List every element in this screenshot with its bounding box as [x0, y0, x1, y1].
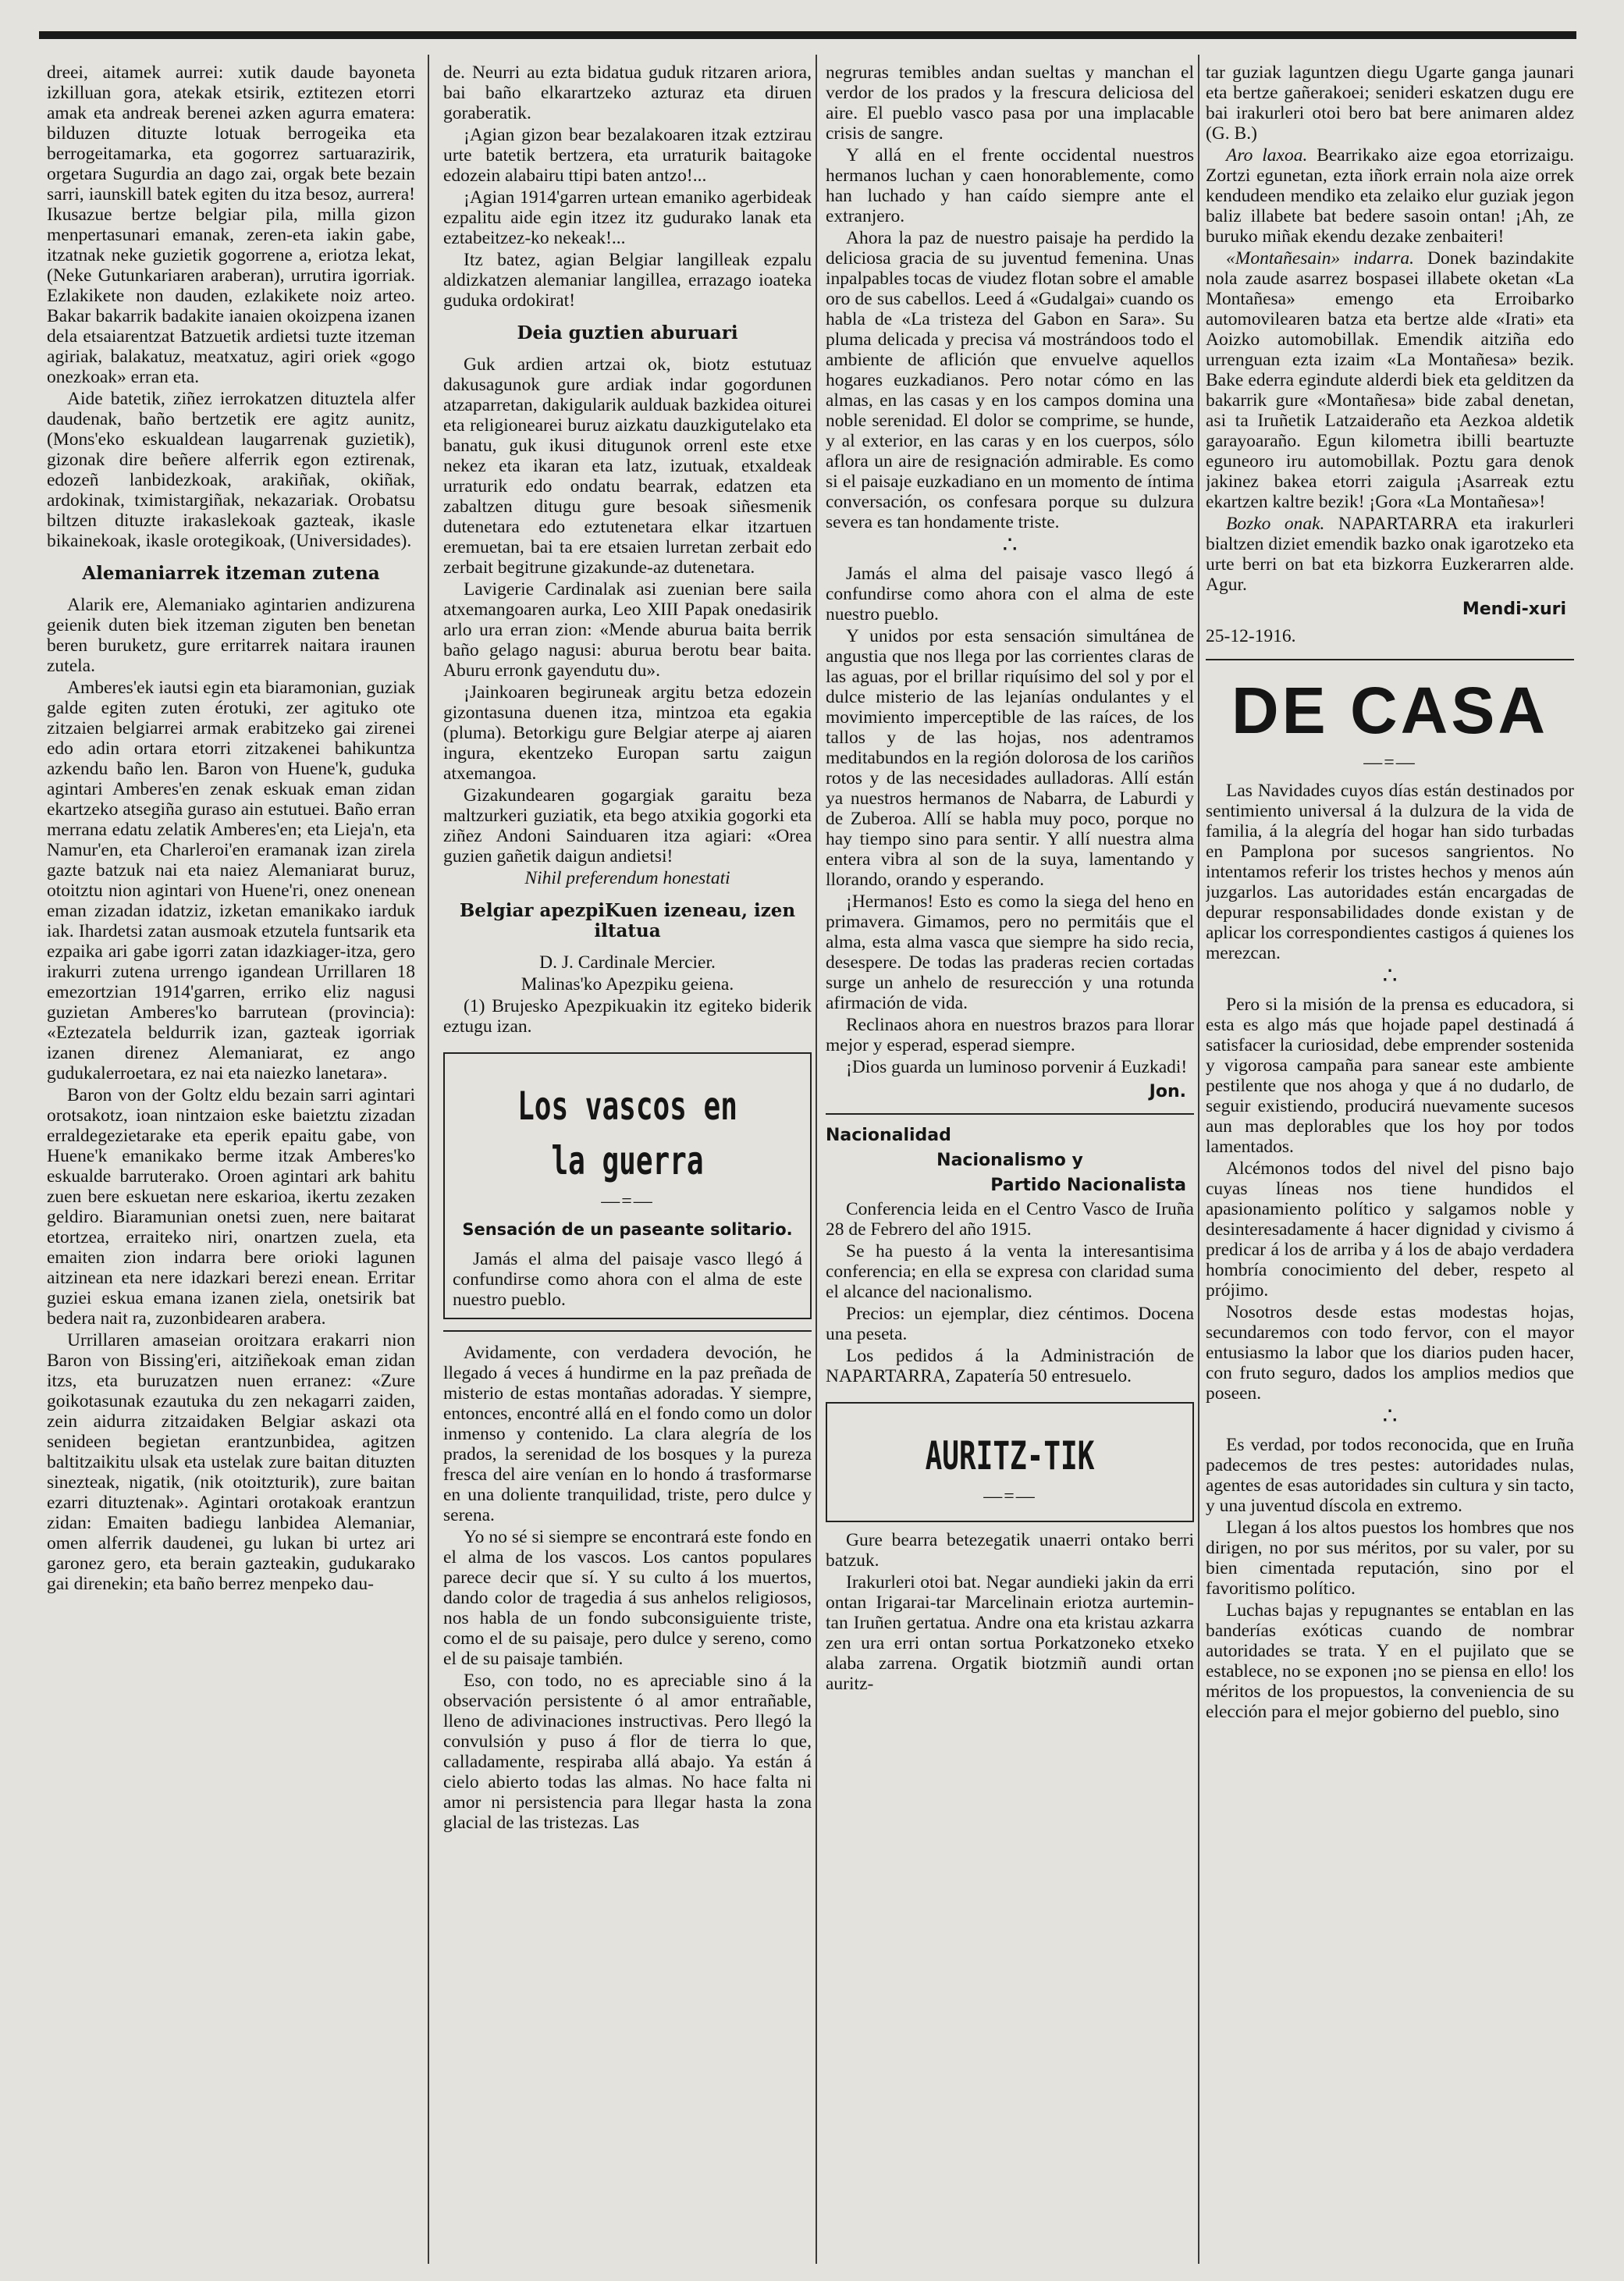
column-divider — [816, 55, 817, 2264]
paragraph: Conferencia leida en el Centro Vasco de Iruña 28 de Febrero del año 1915. — [826, 1199, 1194, 1240]
motto: Nihil preferendum honestati — [524, 868, 730, 888]
section-title: DE CASA — [1231, 674, 1549, 747]
paragraph: Baron von der Goltz eldu bezain sarri agintari orotsakotz, ioan nintzaion eske baietztu zizadan erraldegezietarake eta eperik epaitu gabe, von Huene'k emanikako berme itzak Amberes'ko eskualde barruterako. Oroen agintari ark bahitu zuen bere eskuetan nere eskarioa, ikertu zezaken geldiro. Biaramunian onetsi zuen, nere baitarat etortzea, erraiteko niri, onartzen zuela, eta emaiten zion indarra bere orioki lagunen aitzinean eta nere idazkari berezi enean. Erritar guziei eskua emana izanen ziela, onetsirik bat bedera nait ra, zuzonbidearen arabera. — [47, 1085, 415, 1329]
ornament-dots: ∴ — [1382, 963, 1398, 989]
author-signature: Mendi-xuri — [1462, 600, 1566, 619]
paragraph: Luchas bajas y repugnantes se entablan en las banderías exóticas cuando de nombrar autoridades se trata. Y en el pujilato que se establece, no se exponen ¡no se piensa en ello! los méritos de los propuestos, la conveniencia de su elección para el mejor gobierno del pueblo, sino — [1206, 1600, 1574, 1722]
paragraph: ¡Agian 1914'garren urtean emaniko agerbideak ezpalitu aide egin itzez itz gudurako lanak eta eztabeitzez-ko nekeak!... — [443, 187, 812, 248]
paragraph: Aide batetik, ziñez ierrokatzen dituztela alfer daudenak, baño bertzetik ere agitz aunitz, (Mons'eko eskualdean laugarrenak guzietik), gizonak dire beñere alferrik egon eztirenak, edozeñ lanbidezkoak, arakiñak, okiñak, ardokinak, tximistargiñak, nekazariak. Orobatsu biltzen dituzte irakaslekoak gazteak, ikasle bikainekoak, ikasle orotegikoak, (Universidades). — [47, 389, 415, 551]
ornament-dots: ∴ — [1002, 532, 1018, 558]
paragraph: Itz batez, agian Belgiar langilleak ezpalu aldizkatzen alemaniar langillea, errazago ioateka guduka ordokirat! — [443, 250, 812, 311]
paragraph — [1206, 514, 1574, 595]
paragraph: Amberes'ek iautsi egin eta biaramonian, guziak galde egiten zuten érotuki, zer agituko ote zitzaien belgiarrei armak erabitzeko gai zirenei edo adin ortara etorri zitzakenei bahikuntza azkendu baño len. Baron von Huene'k, guduka agintari Amberes'en zenak eskuak eman zidan ekartzeko atsegiña guraso ain estutuei. Baño erran merrana edatu zelatik Amberes'en; eta Lieja'n, eta Namur'en, eta Charleroi'en eramanak izan zirela gazte batzuk nai eta naiez Alemaniarat buruz, otoitztu nion agintari von Huene'ri, onez onenean eman zizadan idatziz, izketan emanikako iarduk iak. Ihardetsi zatan ausmoak etzutela funtsarik eta ezpaika ari gabe igorri zatan idazkiager-itza, gero irakurri zutena urrengo igandean Urrillaren 18 emezortzian 1914'garren, erriko eliz nagusi guzietan Amberes'ko barrutean (provincia): «Eztezatela beldurrik izan, gazteak igorriak izanen direnez Alemaniarat, ez ango gudukalerroetara, ez nai eta naiezko lanetara». — [47, 678, 415, 1084]
paragraph: ¡Dios guarda un luminoso porvenir á Euzkadi! — [846, 1057, 1188, 1077]
column-4 — [1206, 62, 1574, 2264]
paragraph: Los pedidos á la Administración de NAPARTARRA, Zapatería 50 entresuelo. — [826, 1346, 1194, 1386]
paragraph: dreei, aitamek aurrei: xutik daude bayoneta izkilluan gora, atekak etsirik, eztitezen etorri amak eta andreak berenei azken agurra ematera: bilduzen dituzte lotuak berrogeika eta berrogeitamarka, eta gogorrez sartuarazirik, orgetara Sugurdia an dago zai, orgak bete bezain sarri, iaunskill batek egiten du itza besoz, aurrera! Ikusazue bertze belgiar pila, milla gizon menpertasunari emanak, zeren-eta iakin gabe, itzatnak neke guzietik gogorrene a, eriotza lekat, (Neke Gutunkariaren araberan), urrutira igorriak. Ezlakikete non dauden, ezlakikete noiz arteo. Bakar bakarrik badakite ianaien okoizpena izanen dela etsaiarentzat Batzuetik ardietsi tuzte itzeman agiriak, balakatuz, meatxatuz, agiri oriek «gogo onezkoak» erran eta. — [47, 62, 415, 387]
paragraph: de. Neurri au ezta bidatua guduk ritzaren ariora, bai baño elkarartzeko azturaz eta diruen goraberatik. — [443, 62, 812, 123]
paragraph: Y unidos por esta sensación simultánea de angustia que nos llega por las corrientes claras de las aguas, por el brillar riquísimo del sol y por el dulce misterio de las lejanías ondulantes y el movimiento imperceptible de las raíces, de los tallos y de las hojas, nos adentramos meditabundos en la región dolorosa de los cariños rotos y de las necesidades aulladoras. Allí están ya nuestros hermanos de Nabarra, de Laburdi y de Zuberoa. Allí se habla muy poco, porque no hay tiempo sino para sentir. Y allí nuestra alma entera vibra al son de la suya, lamentando y llorando, orando y esperando. — [826, 626, 1194, 890]
paragraph: Urrillaren amaseian oroitzara erakarri nion Baron von Bissing'eri, aitziñekoak eman zidan itzs, eta buruzatzen nuen erranez: «Zure goikotasunak ezautuka du zen nekagarri zaiden, zein aidurra zitzaidaken Belgiar askazi ota senideen begietan erantzunbidea, agitzen baltitzaikitu ulsak eta ustelak zure baitan dituzten sinezteak, nigatik, (nik otoitzturik), zure baitan ezarri dituztenak». Agintari orotakoak erantzun zidan: Emaiten badiegu lanbidea Alemaniar, omen alferrik daudenei, gu lukan bi urtez ari garonez gero, eta berain gazteakin, gudukarako gai direnekin; eta baño berrez menpeko dau- — [47, 1330, 415, 1594]
paragraph: Irakurleri otoi bat. Negar aundieki jakin da erri ontan Irigarai-tar Marcelinain eriotza aurtemin-tan Iruñen gertatua. Andre ona eta kristau azkarra zen ura erri ontan sortua Porkatzoneko etxeko alaba zarrena. Orgatik biotzmiñ aundi ortan auritz- — [826, 1572, 1194, 1694]
paragraph: Se ha puesto á la venta la interesantisima conferencia; en ella se expresa con claridad suma el alcance del nacionalismo. — [826, 1241, 1194, 1302]
paragraph-text: Donek bazindakite nola zaude asarrez bospasei illabete oketan «La Montañesa» emengo eta Erroibarko automovilearen batza eta bertze alde «Irati» eta Aoizko automobillak. Emendik aitziña edo urrenguan ezta izaim «La Montañesa» bezik. Bake ederra egindute alderdi biek eta gelditzen da bakarrik gure «Montañesa» bide zabal denetan, asi ta Iruñetik Latzaideraño eta Aezkoa aldetik garayoaraño. Egun kilometra ibilli beartuzte eguneoro iru automobillak. Poztu gara denok jakinez bakea etorri zaigula ¡Asarreak eztu ekartzen kaltre bezik! ¡Gora «La Montañesa»! — [1206, 248, 1574, 512]
paragraph: ¡Agian gizon bear bezalakoaren itzak eztzirau urte batetik bertzera, eta urraturik baitagoke edozein alabairu ttipi baten antzo!... — [443, 125, 812, 186]
paragraph: Jamás el alma del paisaje vasco llegó á confundirse como ahora con el alma de este nuestro pueblo. — [453, 1249, 802, 1310]
column-3 — [826, 62, 1194, 2264]
column-2 — [443, 62, 812, 2264]
author-signature: Jon. — [1149, 1082, 1186, 1101]
lead-in: Bozko onak. — [1226, 514, 1325, 534]
lead-in: «Montañesain» indarra. — [1226, 248, 1414, 269]
column-divider — [428, 55, 429, 2264]
paragraph — [1206, 248, 1574, 512]
section-heading: Deia guztien aburuari — [517, 322, 738, 343]
paragraph: Lavigerie Cardinalak asi zuenian bere saila atxemangoaren aurka, Leo XIII Papak onedasirik arlo ura erran zion: «Mende aburua baita berrik baño gelago nagusi: aburua berotu bear baita. Aburu erronk gayendutu du». — [443, 579, 812, 681]
paragraph: Guk ardien artzai ok, biotz estutuaz dakusagunok gure ardiak indar gogordunen atzaparretan, dakigularik aulduak bazkidea oiturei eta religionearei buruz aizkatu dauzkigutelako eta banatu, guk ikusi ditugunok orrenl este etxe nekez eta ikaran eta latz, izutuak, etxaldeak urraturik edo ondatu bearrak, edatzen eta zabaltzen ditugu gure besoak siñesmenik dutenetara edo eztutenetara elkar itzartuen eremuetan, bai ta ere etsaien lurretan zerbait edo zerbait begitrune gizakunde-az dutenetara. — [443, 354, 812, 578]
section-heading: Belgiar apezpiKuen izeneau, izen iltatua — [459, 900, 796, 941]
footnote: (1) Brujesko Apezpikuakin itz egiteko biderik eztugu izan. — [443, 996, 812, 1037]
top-rule — [39, 31, 1576, 39]
ad-heading: Nacionalismo y — [936, 1151, 1083, 1170]
dateline — [1206, 626, 1574, 646]
article-title: AURITZ-TIK — [925, 1433, 1095, 1479]
column-divider — [1198, 55, 1199, 2264]
paragraph: Eso, con todo, no es apreciable sino á la observación persistente ó al amor entrañable, lleno de adivinaciones instructivas. Pero llegó la convulsión y puso á flor de tierra lo que, calladamente, respiraba allá abajo. Ya están á cielo abierto todas las almas. No hace falta ni amor ni persistencia para llegar hasta la zona glacial de las tristezas. Las — [443, 1671, 812, 1833]
paragraph: Las Navidades cuyos días están destinados por sentimiento universal á la dulzura de la vida de familia, á la alegría del hogar han sido turbadas en Pamplona por sucesos sangrientos. No intentamos referir los tristes hechos y menos aún juzgarlos. Las autoridades están encargadas de depurar responsabilidades donde existan y de aplicar los correspondientes castigos á quienes los merezcan. — [1206, 781, 1574, 963]
ornament: —=— — [601, 1191, 654, 1212]
signature-title: Malinas'ko Apezpiku geiena. — [521, 974, 734, 995]
ad-heading: Partido Nacionalista — [990, 1176, 1186, 1195]
paragraph: negruras temibles andan sueltas y manchan el verdor de los prados y la frescura deliciosa del aire. El pueblo vasco pasa por una implacable crisis de sangre. — [826, 62, 1194, 144]
paragraph: ¡Jainkoaren begiruneak argitu betza edozein gizontasuna duenen itza, mintzoa eta egakia (pluma). Betorkigu gure Belgiar aterpe aj aiaren ingura, ekentzeko Europan sartu zaigun atxemangoa. — [443, 682, 812, 784]
paragraph-text: Bearrikako aize egoa etorrizaigu. Zortzi egunetan, ezta iñork errain nola aize orrek kendudeen mendiko eta zelaiko elur guziak jegon baliz illabete bat bedere sasoin ontan! ¡Ah, ze buruko miñak ekendu dezake zenbaiteri! — [1206, 145, 1574, 247]
ornament-dots: ∴ — [1382, 1404, 1398, 1429]
paragraph: Reclinaos ahora en nuestros brazos para llorar mejor y esperad, esperad siempre. — [826, 1015, 1194, 1055]
signature: D. J. Cardinale Mercier. — [539, 952, 716, 973]
section-heading: Alemaniarrek itzeman zutena — [82, 563, 380, 584]
paragraph: ¡Hermanos! Esto es como la siega del heno en primavera. Gimamos, pero no permitáis que el alma, esta alma vasca que siempre ha sido recia, desespere. De todas las praderas recien cortadas surge un anhelo de resurección y una rotunda afirmación de vida. — [826, 891, 1194, 1013]
paragraph: Avidamente, con verdadera devoción, he llegado á veces á hundirme en la paz preñada de misterio de estas montañas adoradas. Y siempre, entonces, encontré allá en el fondo como un dolor inmenso y contenido. La clara alegría de los prados, la serenidad de los bosques y la pureza fresca del aire venían en lo hondo á trasformarse en una doliente tranquilidad, triste, pero dulce y serena. — [443, 1343, 812, 1525]
paragraph: Alarik ere, Alemaniako agintarien andizurena geienik duten biek itzeman ziguten ben benetan beren buruketz, gure erritarrek naitara iraunen zutela. — [47, 595, 415, 676]
paragraph: tar guziak laguntzen diegu Ugarte ganga jaunari eta bertze gañerakoei; senideri eskatzen dugu ere bai irakurleri otoi bero bat bere animaren aldez (G. B.) — [1206, 62, 1574, 144]
article-box — [826, 1402, 1194, 1522]
date: 25-12-1916. — [1206, 626, 1296, 646]
paragraph: Gure bearra betezegatik unaerri ontako berri batzuk. — [826, 1530, 1194, 1571]
paragraph: Jamás el alma del paisaje vasco llegó á confundirse como ahora con el alma de este nuestro pueblo. — [826, 564, 1194, 625]
paragraph: Gizakundearen gogargiak garaitu beza maltzurkeri guziatik, eta bego atxikia gogorki eta ziñez Andoni Sainduaren itza agiari: «Orea guzien gañetik daigun andietsi! — [443, 785, 812, 866]
ornament: —=— — [1363, 753, 1416, 773]
paragraph: Alcémonos todos del nivel del pisno bajo cuyas líneas nos tiene hundidos el apasionamiento político y salgamos noble y desinteresadamente á hacer dignidad y civismo á predicar á los de arriba y á los de abajo verdadera hombría conocimiento del deber, respeto al prójimo. — [1206, 1158, 1574, 1301]
article-title: Los vascos en la guerra — [517, 1084, 737, 1183]
paragraph: Ahora la paz de nuestro paisaje ha perdido la deliciosa gracia de su juventud femenina. Unas inpalpables tocas de viudez flotan sobre el amable oro de sus cabellos. Leed á «Gudalgai» cuando os habla de «La tristeza del Gabon en Sara». Su pluma delicada y precisa vá mostrándoos todo el ambiente de aflición que envuelve aquellos hogares euzkadianos. Pero notar cómo en las almas, en las casas y en los campos domina una noble serenidad. El dolor se comprime, se hunde, y al exterior, en las caras y en los cuerpos, sólo aflora un aire de resignación admirable. Es como si el paisaje euzkadiano en un momento de íntima conversación, os confesara porque su dulzura severa es tan hondamente triste. — [826, 228, 1194, 532]
paragraph: Y allá en el frente occidental nuestros hermanos luchan y caen honorablemente, como han luchado y han caído siempre ante el extranjero. — [826, 145, 1194, 226]
paragraph: Precios: un ejemplar, diez céntimos. Docena una peseta. — [826, 1304, 1194, 1344]
paragraph-text: NAPARTARRA eta irakurleri bialtzen diziet emendik bazko onak igarotzeko eta urte berri on bat eta bizkorra Euzkerarren alde. Agur. — [1206, 514, 1574, 595]
paragraph: Llegan á los altos puestos los hombres que nos dirigen, no por sus méritos, por su valer, por su bien cimentada reputación, sino por el favoritismo político. — [1206, 1518, 1574, 1599]
column-1 — [47, 62, 415, 2264]
divider — [1206, 659, 1574, 660]
divider — [826, 1113, 1194, 1115]
paragraph: Yo no sé si siempre se encontrará este fondo en el alma de los vascos. Los cantos populares parece decir que sí. Y su culto á los muertos, dando color de tragedia á sus anhelos religiosos, nos habla de un fondo subconsiguiente triste, como el de su paisaje, pero dulce y sereno, como el de su paisaje también. — [443, 1527, 812, 1669]
ad-heading: Nacionalidad — [826, 1126, 951, 1145]
lead-in: Aro laxoa. — [1226, 145, 1308, 165]
article-box — [443, 1052, 812, 1319]
ornament: —=— — [983, 1486, 1036, 1507]
article-subtitle: Sensación de un paseante solitario. — [462, 1220, 793, 1239]
paragraph: Nosotros desde estas modestas hojas, secundaremos con todo fervor, con el mayor entusiasmo la labor que los diarios puden hacer, con fruto seguro, dados los amplios medios que poseen. — [1206, 1302, 1574, 1404]
paragraph: Pero si la misión de la prensa es educadora, si esta es algo más que hojade papel destinadá á satisfacer la curiosidad, debe emprender sostenida y vigorosa campaña para sanear este ambiente pestilente que nos ahoga y que á no dudarlo, de seguir existiendo, producirá nuevamente sucesos aun mas deplorables que los hoy por todos lamentados. — [1206, 995, 1574, 1157]
paragraph — [1206, 145, 1574, 247]
paragraph: Es verdad, por todos reconocida, que en Iruña padecemos de tres pestes: autoridades nulas, agentes de esas autoridades sin cultura y sin tacto, y una juventud díscola en extremo. — [1206, 1435, 1574, 1516]
divider — [443, 1330, 812, 1332]
